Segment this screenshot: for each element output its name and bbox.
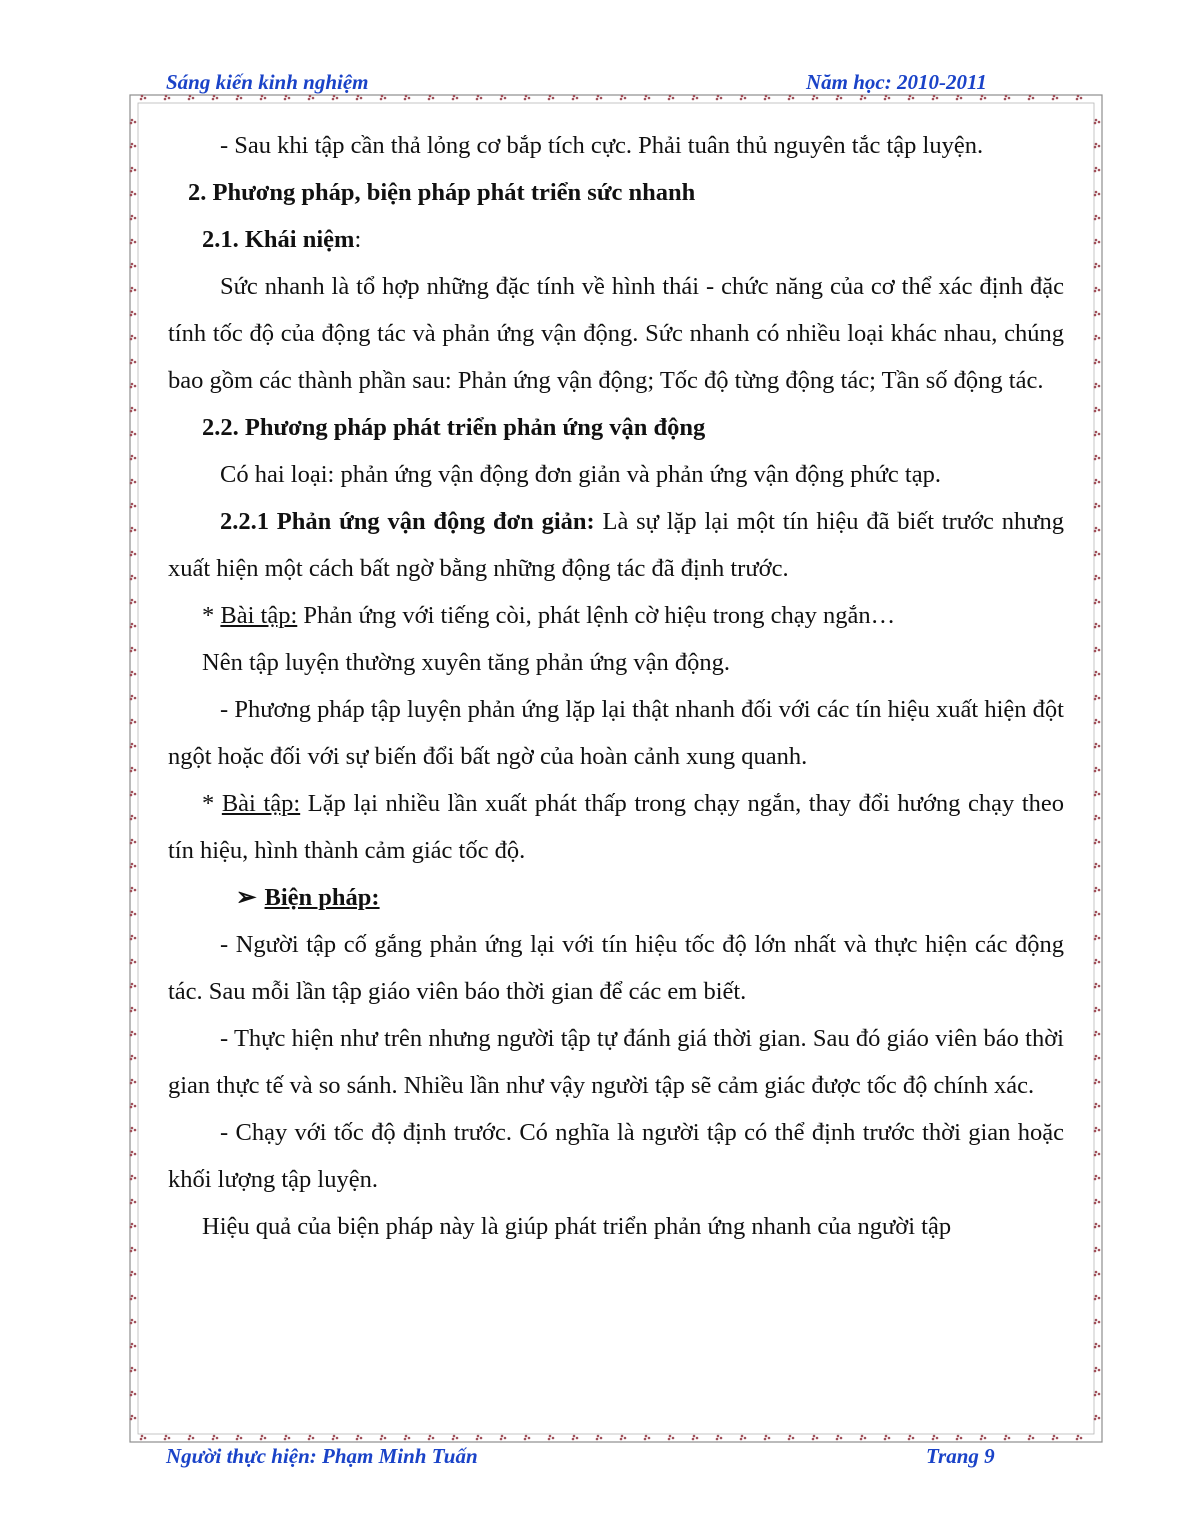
bullet-star: * (202, 790, 222, 817)
measures-heading (168, 874, 1064, 921)
footer-page-number: Trang 9 (926, 1444, 995, 1468)
exercise-text: Phản ứng với tiếng còi, phát lệnh cờ hiệu trong chạy ngắn… (297, 602, 896, 629)
exercise-label: Bài tập: (220, 602, 298, 629)
header-title: Sáng kiến kinh nghiệm (166, 70, 369, 94)
paragraph: Nên tập luyện thường xuyên tăng phản ứng vận động. (202, 649, 731, 676)
subsection-heading (168, 216, 1064, 263)
subsection-heading-text: 2.1. Khái niệm (202, 226, 355, 253)
paragraph-text: Là sự lặp lại một tín hiệu đã biết trước nhưng xuất hiện một cách bất ngờ bằng những động tác đã định trước. (168, 508, 1064, 582)
footer-author: Người thực hiện: Phạm Minh Tuấn (166, 1444, 478, 1468)
exercise-text: Lặp lại nhiều lần xuất phát thấp trong chạy ngắn, thay đổi hướng chạy theo tín hiệu, hình thành cảm giác tốc độ. (168, 790, 1065, 864)
paragraph: - Phương pháp tập luyện phản ứng lặp lại thật nhanh đối với các tín hiệu xuất hiện đột ngột hoặc đối với sự biến đổi bất ngờ của hoàn cảnh xung quanh. (168, 696, 1064, 770)
exercise-line (168, 592, 1064, 639)
paragraph: Sức nhanh là tổ hợp những đặc tính về hình thái - chức năng của cơ thể xác định đặc tính tốc độ của động tác và phản ứng vận động. Sức nhanh có nhiều loại khác nhau, chúng bao gồm các thành phần sau: Phản ứng vận động; Tốc độ từng động tác; Tần số động tác. (168, 273, 1064, 394)
measures-label: Biện pháp: (264, 884, 380, 911)
sub-subsection-heading: 2.2.1 Phản ứng vận động đơn giản: (220, 508, 595, 535)
paragraph: - Chạy với tốc độ định trước. Có nghĩa là người tập có thể định trước thời gian hoặc khối lượng tập luyện. (168, 1119, 1064, 1193)
paragraph: - Sau khi tập cần thả lỏng cơ bắp tích cực. Phải tuân thủ nguyên tắc tập luyện. (220, 132, 984, 159)
heading-colon: : (354, 226, 362, 253)
arrow-bullet-icon: ➢ (236, 884, 257, 911)
exercise-line (168, 780, 1064, 874)
paragraph: Có hai loại: phản ứng vận động đơn giản và phản ứng vận động phức tạp. (220, 461, 941, 488)
section-heading: 2. Phương pháp, biện pháp phát triển sức nhanh (188, 179, 696, 206)
document-body (168, 122, 1064, 1250)
paragraph: - Thực hiện như trên nhưng người tập tự đánh giá thời gian. Sau đó giáo viên báo thời gian thực tế và so sánh. Nhiều lần như vậy người tập sẽ cảm giác được tốc độ chính xác. (168, 1025, 1064, 1099)
bullet-star: * (202, 602, 221, 629)
paragraph: Hiệu quả của biện pháp này là giúp phát triển phản ứng nhanh của người tập (202, 1213, 952, 1240)
subsection-heading: 2.2. Phương pháp phát triển phản ứng vận động (202, 414, 706, 441)
paragraph (168, 498, 1064, 592)
exercise-label: Bài tập: (221, 790, 301, 817)
paragraph: - Người tập cố gắng phản ứng lại với tín hiệu tốc độ lớn nhất và thực hiện các động tác. Sau mỗi lần tập giáo viên báo thời gian để các em biết. (168, 931, 1064, 1005)
header-school-year: Năm học: 2010-2011 (806, 70, 987, 94)
